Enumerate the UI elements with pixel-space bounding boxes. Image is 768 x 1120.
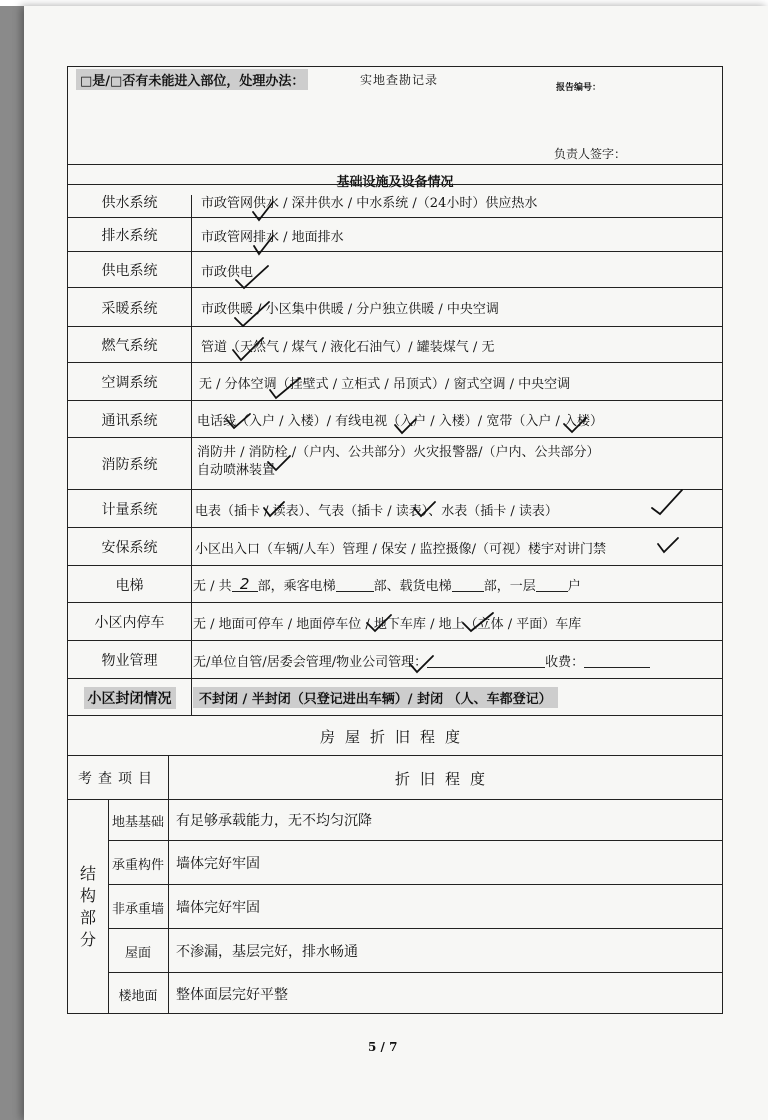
infra-label: 通讯系统 [101, 412, 158, 429]
elevator-count-handwritten: 2 [232, 577, 258, 592]
infra-section-title: 基础设施及设备情况 [336, 175, 454, 190]
infra-value [193, 566, 581, 603]
infra-label: 小区内停车 [94, 615, 165, 631]
infra-row-heating [68, 287, 722, 327]
elevator-text-b: 部，乘客电梯 [257, 579, 336, 594]
infra-row-fire [68, 437, 722, 490]
infra-value: 管道（天然气 / 煤气 / 液化石油气）/ 罐装煤气 / 无 [201, 339, 495, 355]
elevator-text-e: 户 [567, 579, 581, 594]
depreciation-header-row [68, 755, 722, 800]
structure-item-label: 地基基础 [111, 814, 164, 830]
infra-label: 计量系统 [101, 502, 158, 518]
structure-row [108, 840, 722, 885]
infra-row-drainage [68, 217, 722, 252]
structure-row [108, 928, 722, 973]
elevator-text-d: 部，一层 [483, 579, 536, 594]
infra-label: 电梯 [115, 577, 144, 594]
structure-item-value: 墙体完好牢固 [176, 856, 260, 872]
infra-row-telecom [68, 400, 722, 438]
infra-value: 小区出入口（车辆/人车）管理 / 保安 / 监控摄像/（可视）楼宇对讲门禁 [195, 541, 607, 557]
structure-item-value: 墙体完好牢固 [176, 900, 260, 916]
col-degree-header: 折旧程度 [394, 769, 495, 788]
signature-label: 负责人签字： [554, 147, 627, 161]
infra-value: 电表（插卡 / 读表）、气表（插卡 / 读表）、水表（插卡 / 读表） [195, 503, 558, 519]
structure-row [108, 800, 722, 840]
infra-value: 市政供暖 / 小区集中供暖 / 分户独立供暖 / 中央空调 [201, 302, 499, 317]
col-item-header: 考查项目 [78, 771, 158, 787]
structure-item-value: 有足够承载能力，无不均匀沉降 [176, 813, 372, 829]
infra-label: 供电系统 [101, 263, 158, 279]
structure-item-label: 非承重墙 [111, 901, 164, 917]
infra-label: 排水系统 [101, 228, 158, 244]
infra-value: 市政管网排水 / 地面排水 [201, 229, 344, 245]
infra-value: 不封闭 / 半封闭（只登记进出车辆）/ 封闭 （人、车都登记） [193, 679, 558, 716]
infra-row-metering [68, 489, 722, 528]
structure-item-value: 整体面层完好平整 [176, 987, 288, 1003]
structure-item-label: 屋面 [124, 945, 151, 961]
elevator-text-c: 部、载货电梯 [373, 579, 452, 594]
infra-label: 供水系统 [101, 194, 158, 211]
infra-row-parking [68, 602, 722, 641]
infra-row-elevator [68, 565, 722, 603]
structure-item-value: 不渗漏，基层完好，排水畅通 [176, 944, 358, 960]
structure-group-label: 结 构 部 分 [79, 864, 96, 949]
infra-label: 消防系统 [101, 457, 158, 473]
infra-label: 小区封闭情况 [68, 679, 191, 716]
infra-value [193, 641, 650, 679]
infra-row-water [68, 184, 722, 218]
infra-row-power [68, 251, 722, 288]
structure-row [108, 972, 722, 1015]
infra-row-enclosure [68, 678, 722, 716]
depreciation-title-row [68, 715, 722, 756]
report-number-label: 报告编号： [556, 83, 602, 93]
survey-table [67, 66, 723, 1014]
elevator-text-a: 无 / 共 [193, 579, 232, 594]
structure-row [108, 884, 722, 929]
property-mgmt-text: 无/单位自管/居委会管理/物业公司管理： [193, 654, 428, 670]
structure-item-label: 承重构件 [111, 857, 164, 873]
property-fee-label: 收费： [545, 654, 585, 670]
structure-group [68, 799, 722, 1014]
infra-label: 安保系统 [101, 540, 158, 556]
infra-row-gas [68, 326, 722, 363]
depreciation-title: 房屋折旧程度 [319, 727, 470, 746]
infra-label: 空调系统 [101, 375, 158, 391]
infra-label: 采暖系统 [101, 300, 158, 317]
infra-value: 电话线（入户 / 入楼）/ 有线电视（入户 / 入楼）/ 宽带（入户 / 入楼） [197, 414, 603, 429]
infra-value: 消防井 / 消防栓 /（户内、公共部分）火灾报警器/（户内、公共部分） [197, 445, 600, 460]
infra-label: 燃气系统 [101, 338, 158, 354]
infra-row-ac [68, 362, 722, 401]
access-note: □是/□否有未能进入部位，处理办法： [76, 69, 308, 90]
structure-item-label: 楼地面 [118, 988, 158, 1004]
infra-row-security [68, 527, 722, 566]
page-number: 5 / 7 [368, 1040, 398, 1054]
infra-value: 无 / 分体空调（挂壁式 / 立柜式 / 吊顶式）/ 窗式空调 / 中央空调 [199, 376, 571, 392]
infra-label: 物业管理 [101, 653, 158, 669]
infra-value-line2: 自动喷淋装置 [197, 463, 276, 478]
page-header-title: 实地查勘记录 [360, 73, 439, 87]
infra-value: 市政供电 [201, 264, 254, 280]
infra-value: 市政管网供水 / 深井供水 / 中水系统 /（24小时）供应热水 [201, 196, 538, 211]
infra-row-property-mgmt [68, 640, 722, 679]
infra-value: 无 / 地面可停车 / 地面停车位 / 地下车库 / 地上（立体 / 平面）车库 [193, 616, 582, 632]
